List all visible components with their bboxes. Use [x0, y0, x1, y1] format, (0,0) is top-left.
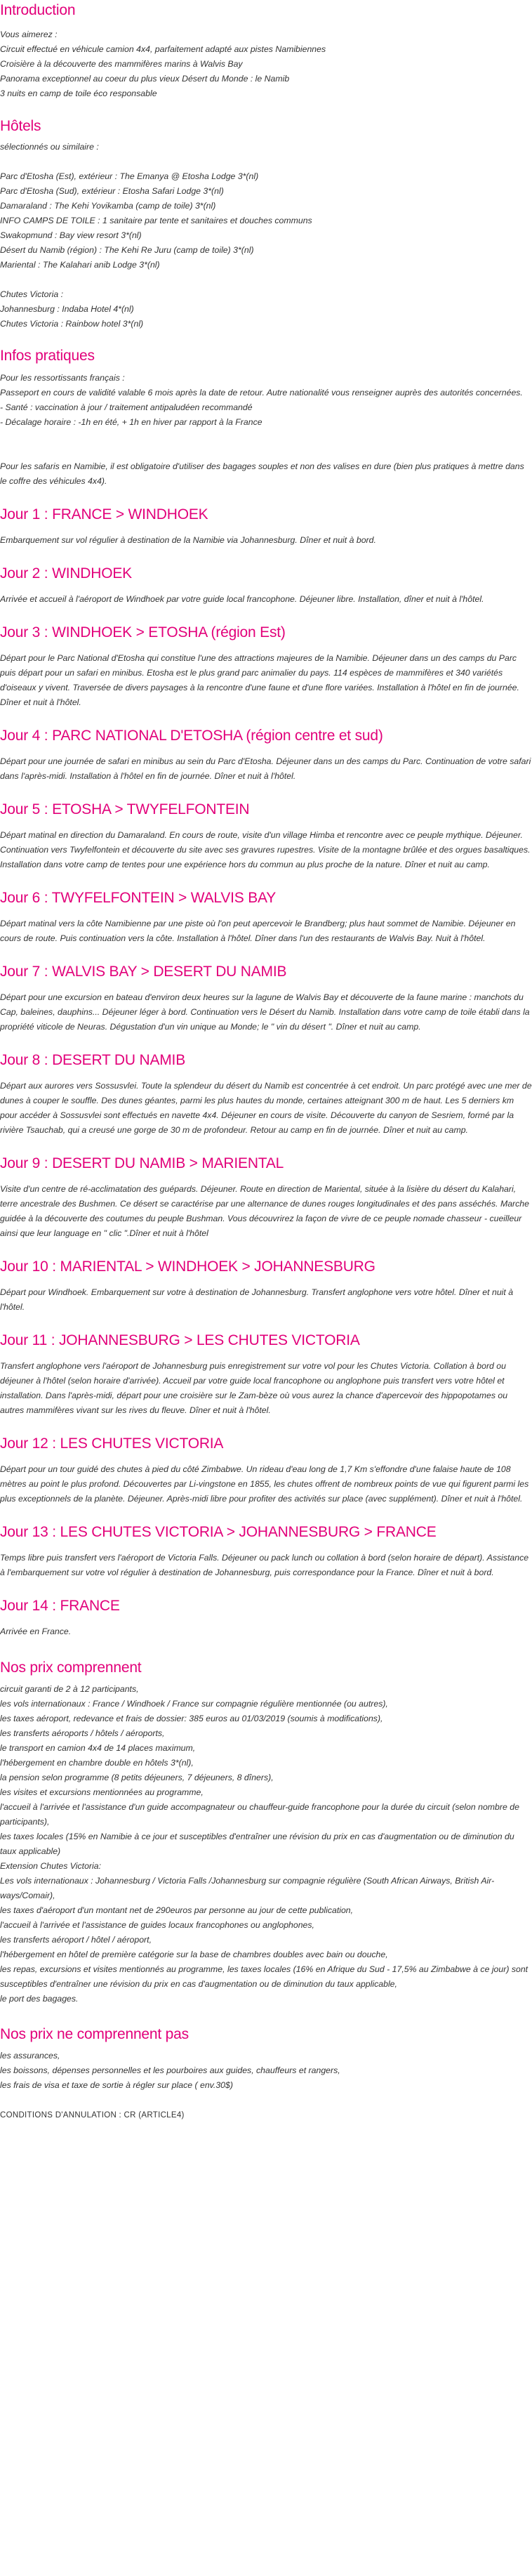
blank-line	[0, 430, 532, 445]
day-description	[0, 1551, 532, 1580]
itinerary	[0, 506, 532, 1639]
day-heading: Jour 6 : TWYFELFONTEIN > WALVIS BAY	[0, 890, 277, 906]
text-line: Damaraland : The Kehi Yovikamba (camp de toile) 3*(nl)	[0, 201, 216, 211]
day-heading: Jour 13 : LES CHUTES VICTORIA > JOHANNESBURG > FRANCE	[0, 1524, 437, 1540]
day-description	[0, 1462, 532, 1506]
text-line: Johannesburg : Indaba Hotel 4*(nl)	[0, 304, 134, 314]
day-description	[0, 828, 532, 872]
day-heading: Jour 4 : PARC NATIONAL D'ETOSHA (région centre et sud)	[0, 728, 383, 744]
text-line: Passeport en cours de validité valable 6 mois après la date de retour. Autre nationalité vous renseigner auprès des autorités concernées.	[0, 388, 523, 397]
price-excludes-list	[0, 2049, 532, 2093]
day-text: Départ pour une excursion en bateau d'environ deux heures sur la lagune de Walvis Bay et découverte de la faune marine : manchots du Cap, baleines, dauphins... Déjeuner léger à bord. Continuation vers le Désert du Namib. Installation dans votre camp de toile établi dans la propriété viticole de Neuras. Dégustation d'un vin unique au Monde; le " vin du désert ". Dîner et nuit au camp.	[0, 992, 530, 1032]
text-line: Vous aimerez :	[0, 29, 58, 39]
text-line: les frais de visa et taxe de sortie à régler sur place ( env.30$)	[0, 2080, 233, 2090]
day-description	[0, 533, 532, 548]
text-line: Extension Chutes Victoria:	[0, 1861, 101, 1871]
day-heading: Jour 2 : WINDHOEK	[0, 565, 132, 581]
text-line: les visites et excursions mentionnées au programme,	[0, 1787, 204, 1797]
day-text: Embarquement sur vol régulier à destination de la Namibie via Johannesburg. Dîner et nuit à bord.	[0, 535, 376, 545]
day-section	[0, 801, 532, 872]
day-description	[0, 754, 532, 784]
text-line: Les vols internationaux : Johannesburg / Victoria Falls /Johannesburg sur compagnie régulière (South African Airways, British Air-ways/Comair),	[0, 1876, 495, 1900]
day-description	[0, 1079, 532, 1138]
hotels-heading: Hôtels	[0, 118, 41, 134]
day-heading: Jour 3 : WINDHOEK > ETOSHA (région Est)	[0, 624, 286, 640]
text-line: Chutes Victoria : Rainbow hotel 3*(nl)	[0, 319, 144, 329]
day-section	[0, 727, 532, 784]
day-section	[0, 889, 532, 946]
day-section	[0, 506, 532, 548]
hotels-section	[0, 117, 532, 331]
day-description	[0, 1182, 532, 1241]
text-line: les taxes d'aéroport d'un montant net de 290euros par personne au jour de cette publication,	[0, 1905, 354, 1915]
day-text: Départ matinal en direction du Damaraland. En cours de route, visite d'un village Himba et rencontre avec ce peuple mythique. Déjeuner. Continuation vers Twyfelfontein et découverte du site avec ses gravures rupestres. Visite de la montagne brûlée et des orgues basaltiques. Installation dans votre camp de tentes pour une expérience hors du commun au plus proche de la nature. Dîner et nuit au camp.	[0, 830, 531, 869]
text-line: Pour les safaris en Namibie, il est obligatoire d'utiliser des bagages souples et non des valises en dure (bien plus pratiques à mettre dans le coffre des véhicules 4x4).	[0, 461, 524, 486]
price-includes-heading: Nos prix comprennent	[0, 1660, 142, 1676]
day-heading: Jour 12 : LES CHUTES VICTORIA	[0, 1435, 224, 1452]
blank-line	[0, 445, 532, 459]
text-line: les repas, excursions et visites mentionnés au programme, les taxes locales (16% en Afrique du Sud - 17,5% au Zimbabwe à ce jour) sont susceptibles d'entraîner une révision du prix en cas d'augmentation ou de diminution du taux applicable,	[0, 1964, 528, 1989]
day-heading: Jour 1 : FRANCE > WINDHOEK	[0, 506, 208, 523]
text-line: Désert du Namib (région) : The Kehi Re Juru (camp de toile) 3*(nl)	[0, 245, 254, 255]
day-text: Départ pour le Parc National d'Etosha qui constitue l'une des attractions majeures de la Namibie. Déjeuner dans un des camps du Parc puis départ pour un safari en minibus. Etosha est le plus grand parc animalier du pays. 114 espèces de mammifères et 340 variétés d'oiseaux y vivent. Traversée de divers paysages à la rencontre d'une faune et d'une flore variées. Installation à l'hôtel en fin de journée. Dîner et nuit à l'hôtel.	[0, 653, 519, 707]
intro-section	[0, 1, 532, 101]
day-text: Départ aux aurores vers Sossusvlei. Toute la splendeur du désert du Namib est concentrée à cet endroit. Un parc protégé avec une mer de dunes à couper le souffle. Des dunes géantes, parmi les plus hautes du monde, certaines atteignant 300 m de haut. Les 5 derniers km pour accéder à Sossusvlei sont effectués en navette 4x4. Déjeuner en cours de visite. Découverte du canyon de Sesriem, formé par la rivière Tsauchab, qui a creusé une gorge de 30 m de profondeur. Retour au camp en fin de journée. Dîner et nuit au camp.	[0, 1081, 532, 1135]
day-section	[0, 1523, 532, 1580]
text-line: circuit garanti de 2 à 12 participants,	[0, 1684, 139, 1694]
price-excludes-heading: Nos prix ne comprennent pas	[0, 2026, 189, 2042]
day-description	[0, 916, 532, 946]
intro-heading: Introduction	[0, 2, 76, 18]
text-line: 3 nuits en camp de toile éco responsable	[0, 88, 157, 98]
text-line: l'accueil à l'arrivée et l'assistance d'un guide accompagnateur ou chauffeur-guide francophone pour la durée du circuit (selon nombre de participants),	[0, 1802, 519, 1827]
day-text: Temps libre puis transfert vers l'aéroport de Victoria Falls. Déjeuner ou pack lunch ou collation à bord (selon horaire de départ). Assistance à l'embarquement sur votre vol régulier à destination de Johannesburg, puis correspondance pour la France. Dîner et nuit à bord.	[0, 1553, 529, 1577]
text-line: les transferts aéroport / hôtel / aéroport,	[0, 1935, 152, 1945]
day-section	[0, 565, 532, 607]
day-heading: Jour 7 : WALVIS BAY > DESERT DU NAMIB	[0, 964, 287, 980]
practical-info-text	[0, 371, 532, 489]
day-text: Départ matinal vers la côte Namibienne par une piste où l'on peut apercevoir le Brandberg; plus haut sommet de Namibie. Déjeuner en cours de route. Puis continuation vers la côte. Installation à l'hôtel. Dîner dans l'un des restaurants de Walvis Bay. Nuit à l'hôtel.	[0, 919, 516, 943]
day-heading: Jour 14 : FRANCE	[0, 1598, 120, 1614]
text-line: l'hébergement en hôtel de première catégorie sur la base de chambres doubles avec bain ou douche,	[0, 1950, 388, 1959]
text-line: Pour les ressortissants français :	[0, 373, 125, 383]
day-section	[0, 1332, 532, 1418]
day-text: Arrivée et accueil à l'aéroport de Windhoek par votre guide local francophone. Déjeuner libre. Installation, dîner et nuit à l'hôtel.	[0, 594, 484, 604]
blank-line	[0, 155, 532, 169]
day-heading: Jour 10 : MARIENTAL > WINDHOEK > JOHANNESBURG	[0, 1259, 375, 1275]
text-line: les assurances,	[0, 2051, 60, 2061]
text-line: - Santé : vaccination à jour / traitement antipaludéen recommandé	[0, 402, 253, 412]
day-text: Départ pour Windhoek. Embarquement sur votre à destination de Johannesburg. Transfert anglophone vers votre hôtel. Dîner et nuit à l'hôtel.	[0, 1287, 514, 1312]
day-text: Transfert anglophone vers l'aéroport de Johannesburg puis enregistrement sur votre vol pour les Chutes Victoria. Collation à bord ou déjeuner à l'hôtel (selon horaire d'arrivée). Accueil par votre guide local francophone ou anglophone puis transfert vers votre hôtel et installation. Dans l'après-midi, départ pour une croisière sur le Zam-bèze où vous aurez la chance d'apercevoir des hippopotames ou autres mammifères vivant sur les rives du fleuve. Dîner et nuit à l'hôtel.	[0, 1361, 508, 1415]
day-description	[0, 1285, 532, 1315]
price-includes-section	[0, 1659, 532, 2006]
day-text: Départ pour une journée de safari en minibus au sein du Parc d'Etosha. Déjeuner dans un des camps du Parc. Continuation de votre safari dans l'après-midi. Installation à l'hôtel en fin de journée. Dîner et nuit à l'hôtel.	[0, 756, 531, 781]
day-section	[0, 1258, 532, 1315]
day-description	[0, 990, 532, 1034]
day-heading: Jour 11 : JOHANNESBURG > LES CHUTES VICTORIA	[0, 1332, 360, 1348]
price-includes-list	[0, 1682, 532, 2006]
text-line: Mariental : The Kalahari anib Lodge 3*(nl)	[0, 260, 160, 270]
text-line: Chutes Victoria :	[0, 289, 63, 299]
day-section	[0, 624, 532, 710]
day-section	[0, 963, 532, 1034]
text-line: INFO CAMPS DE TOILE : 1 sanitaire par tente et sanitaires et douches communs	[0, 216, 312, 225]
practical-info-heading: Infos pratiques	[0, 348, 95, 364]
text-line: sélectionnés ou similaire :	[0, 142, 99, 152]
intro-text	[0, 27, 532, 101]
day-description	[0, 651, 532, 710]
text-line: les boissons, dépenses personnelles et les pourboires aux guides, chauffeurs et rangers,	[0, 2065, 340, 2075]
text-line: les taxes locales (15% en Namibie à ce jour et susceptibles d'entraîner une révision du prix en cas d'augmentation ou de diminution du taux applicable)	[0, 1832, 514, 1856]
day-heading: Jour 5 : ETOSHA > TWYFELFONTEIN	[0, 801, 250, 817]
text-line: l'accueil à l'arrivée et l'assistance de guides locaux francophones ou anglophones,	[0, 1920, 314, 1930]
text-line: Panorama exceptionnel au coeur du plus vieux Désert du Monde : le Namib	[0, 74, 290, 84]
text-line: les transferts aéroports / hôtels / aéroports,	[0, 1728, 165, 1738]
text-line: le port des bagages.	[0, 1994, 79, 2004]
text-line: - Décalage horaire : -1h en été, + 1h en hiver par rapport à la France	[0, 417, 262, 427]
day-heading: Jour 8 : DESERT DU NAMIB	[0, 1052, 185, 1068]
text-line: Circuit effectué en véhicule camion 4x4, parfaitement adapté aux pistes Namibiennes	[0, 44, 326, 54]
text-line: l'hébergement en chambre double en hôtels 3*(nl),	[0, 1758, 194, 1768]
day-text: Visite d'un centre de ré-acclimatation des guépards. Déjeuner. Route en direction de Mariental, située à la lisière du désert du Kalahari, terre ancestrale des Bushmen. Ce désert se caractérise par une alternance de dunes rouges longitudinales et des pans asséchés. Marche guidée à la découverte des coutumes du peuple Bushman. Vous découvrirez la façon de vivre de ce peuple nomade chasseur - cueilleur ainsi que leur language en " clic ".Dîner et nuit à l'hôtel	[0, 1184, 529, 1238]
day-section	[0, 1435, 532, 1506]
text-line: Parc d'Etosha (Est), extérieur : The Emanya @ Etosha Lodge 3*(nl)	[0, 171, 259, 181]
text-line: les vols internationaux : France / Windhoek / France sur compagnie régulière mentionnée (ou autres),	[0, 1699, 388, 1709]
practical-info-section	[0, 347, 532, 489]
text-line: Parc d'Etosha (Sud), extérieur : Etosha Safari Lodge 3*(nl)	[0, 186, 224, 196]
text-line: Croisière à la découverte des mammifères marins à Walvis Bay	[0, 59, 243, 69]
day-description	[0, 592, 532, 607]
day-text: Départ pour un tour guidé des chutes à pied du côté Zimbabwe. Un rideau d'eau long de 1,7 Km s'effondre d'une falaise haute de 108 mètres au point le plus profond. Découvertes par Li-vingstone en 1855, les chutes offrent de nombreux points de vue qui figurent parmi les plus exceptionnels de la planète. Déjeuner. Après-midi libre pour profiter des activités sur place (avec supplément). Dîner et nuit à l'hôtel.	[0, 1464, 529, 1504]
blank-line	[0, 272, 532, 287]
price-excludes-section	[0, 2025, 532, 2093]
day-description	[0, 1359, 532, 1418]
day-section	[0, 1597, 532, 1639]
day-section	[0, 1051, 532, 1138]
day-description	[0, 1624, 532, 1639]
text-line: Swakopmund : Bay view resort 3*(nl)	[0, 230, 142, 240]
day-text: Arrivée en France.	[0, 1627, 72, 1636]
cancellation-conditions: CONDITIONS D'ANNULATION : CR (ARTICLE4)	[0, 2111, 185, 2120]
text-line: les taxes aéroport, redevance et frais de dossier: 385 euros au 01/03/2019 (soumis à modifications),	[0, 1714, 383, 1723]
hotels-list	[0, 140, 532, 331]
text-line: la pension selon programme (8 petits déjeuners, 7 déjeuners, 8 dîners),	[0, 1773, 274, 1782]
text-line: le transport en camion 4x4 de 14 places maximum,	[0, 1743, 196, 1753]
day-section	[0, 1155, 532, 1241]
day-heading: Jour 9 : DESERT DU NAMIB > MARIENTAL	[0, 1155, 284, 1171]
